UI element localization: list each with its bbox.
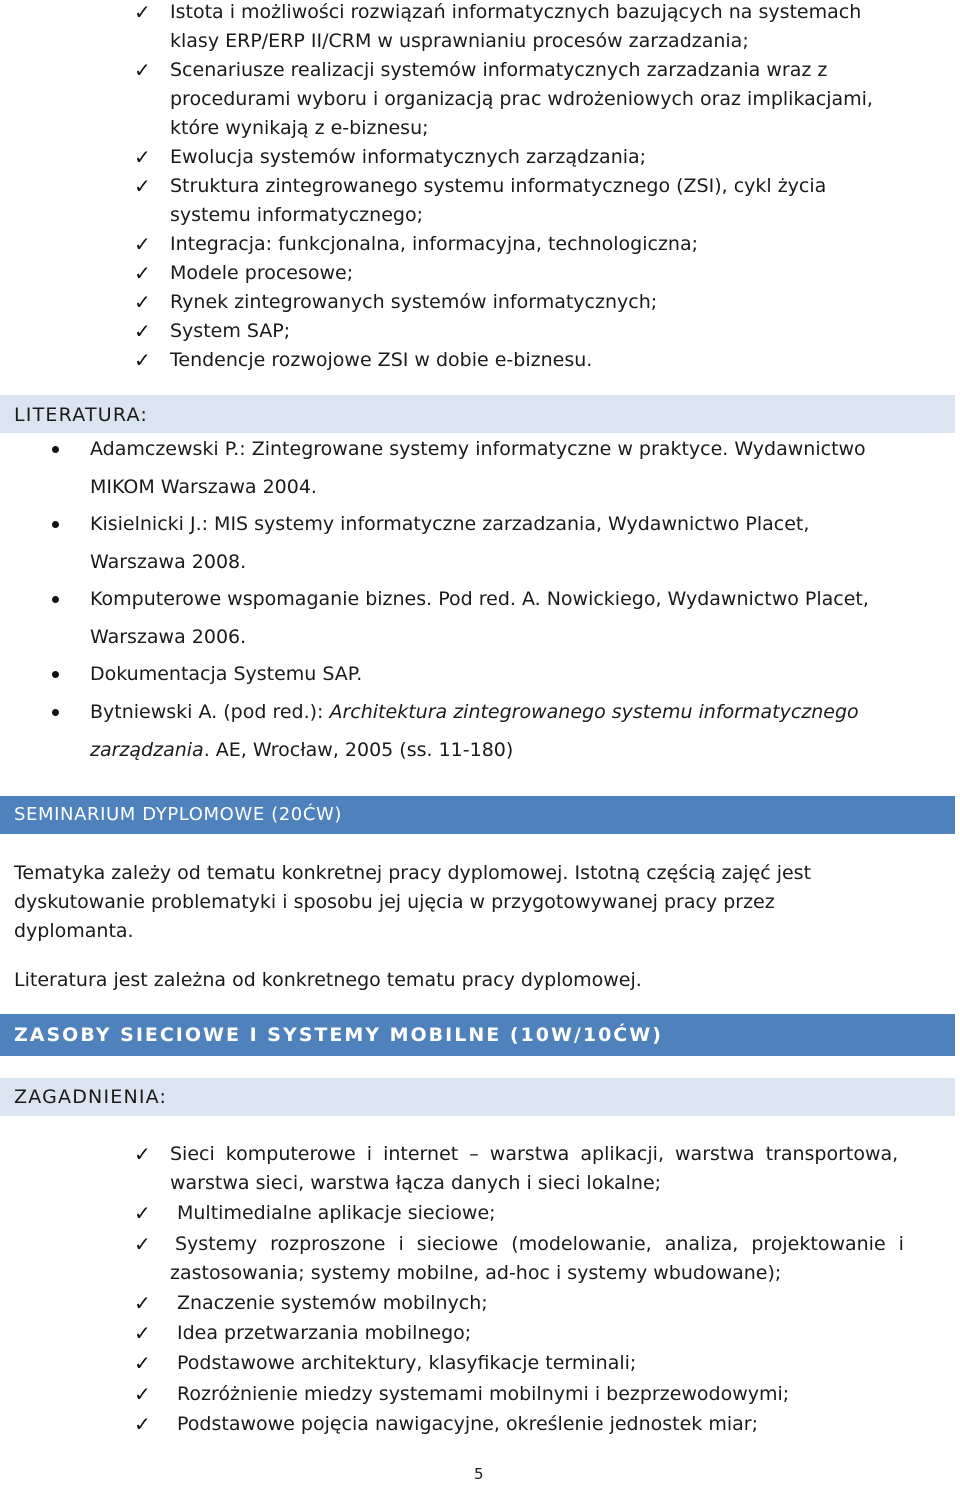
- literature-line: Dokumentacja Systemu SAP.: [90, 663, 363, 685]
- checkmark-icon: ✓: [134, 261, 151, 285]
- checkmark-icon: ✓: [134, 145, 151, 169]
- networks-topic-line: warstwa sieci, warstwa łącza danych i sieci lokalne;: [170, 1172, 662, 1194]
- networks-topic-line: Znaczenie systemów mobilnych;: [177, 1292, 488, 1314]
- seminar-heading: SEMINARIUM DYPLOMOWE (20ĆW): [14, 804, 343, 825]
- topic-line: procedurami wyboru i organizacją prac wdrożeniowych oraz implikacjami,: [170, 88, 873, 110]
- literature-line: Warszawa 2008.: [90, 551, 247, 573]
- networks-topic-line: Podstawowe pojęcia nawigacyjne, określenie jednostek miar;: [177, 1413, 758, 1435]
- checkmark-icon: ✓: [134, 0, 151, 24]
- checkmark-icon: ✓: [134, 1232, 151, 1256]
- checkmark-icon: ✓: [134, 348, 151, 372]
- topic-line: Istota i możliwości rozwiązań informatycznych bazujących na systemach: [170, 1, 862, 23]
- bullet-icon: [52, 596, 59, 603]
- literature-line: Bytniewski A. (pod red.): Architektura zintegrowanego systemu informatycznego: [90, 701, 859, 723]
- checkmark-icon: ✓: [134, 1351, 151, 1375]
- bullet-icon: [52, 446, 59, 453]
- checkmark-icon: ✓: [134, 232, 151, 256]
- topic-line: Struktura zintegrowanego systemu informatycznego (ZSI), cykl życia: [170, 175, 827, 197]
- checkmark-icon: ✓: [134, 1412, 151, 1436]
- networks-topic-line: zastosowania; systemy mobilne, ad-hoc i systemy wbudowane);: [170, 1262, 782, 1284]
- topic-line: Ewolucja systemów informatycznych zarządzania;: [170, 146, 647, 168]
- topic-line: Scenariusze realizacji systemów informatycznych zarzadzania wraz z: [170, 59, 828, 81]
- checkmark-icon: ✓: [134, 58, 151, 82]
- checkmark-icon: ✓: [134, 1142, 151, 1166]
- topic-line: Modele procesowe;: [170, 262, 354, 284]
- checkmark-icon: ✓: [134, 1291, 151, 1315]
- networks-heading: ZASOBY SIECIOWE I SYSTEMY MOBILNE (10W/10ĆW): [14, 1024, 663, 1046]
- page-number: 5: [474, 1465, 484, 1483]
- seminar-paragraph-line: Tematyka zależy od tematu konkretnej pracy dyplomowej. Istotną częścią zajęć jest: [14, 862, 812, 884]
- checkmark-icon: ✓: [134, 1201, 151, 1225]
- literature-line: Kisielnicki J.: MIS systemy informatyczne zarzadzania, Wydawnictwo Placet,: [90, 513, 810, 535]
- networks-heading-bar: [0, 1014, 955, 1056]
- networks-topic-line: Idea przetwarzania mobilnego;: [177, 1322, 472, 1344]
- checkmark-icon: ✓: [134, 174, 151, 198]
- topic-line: Rynek zintegrowanych systemów informatycznych;: [170, 291, 658, 313]
- literature-line: MIKOM Warszawa 2004.: [90, 476, 317, 498]
- networks-topic-line: Multimedialne aplikacje sieciowe;: [177, 1202, 496, 1224]
- topic-line: które wynikają z e-biznesu;: [170, 117, 429, 139]
- literature-heading: LITERATURA:: [14, 404, 148, 426]
- networks-topic-line: Sieci komputerowe i internet – warstwa aplikacji, warstwa transportowa,: [170, 1143, 899, 1165]
- bullet-icon: [52, 521, 59, 528]
- checkmark-icon: ✓: [134, 290, 151, 314]
- seminar-heading-bar: [0, 796, 955, 834]
- topic-line: klasy ERP/ERP II/CRM w usprawnianiu procesów zarzadzania;: [170, 30, 749, 52]
- topic-line: systemu informatycznego;: [170, 204, 423, 226]
- topic-line: System SAP;: [170, 320, 291, 342]
- literature-line: zarządzania. AE, Wrocław, 2005 (ss. 11-180): [90, 739, 514, 761]
- networks-topic-line: Rozróżnienie miedzy systemami mobilnymi i bezprzewodowymi;: [177, 1383, 790, 1405]
- seminar-paragraph-line: dyplomanta.: [14, 920, 134, 942]
- literature-line: Komputerowe wspomaganie biznes. Pod red. A. Nowickiego, Wydawnictwo Placet,: [90, 588, 869, 610]
- networks-topic-line: Podstawowe architektury, klasyfikacje terminali;: [177, 1352, 637, 1374]
- bullet-icon: [52, 671, 59, 678]
- literature-line: Adamczewski P.: Zintegrowane systemy informatyczne w praktyce. Wydawnictwo: [90, 438, 866, 460]
- topic-line: Integracja: funkcjonalna, informacyjna, technologiczna;: [170, 233, 699, 255]
- literature-heading-bar: [0, 395, 955, 433]
- topics-heading: ZAGADNIENIA:: [14, 1086, 168, 1108]
- checkmark-icon: ✓: [134, 1382, 151, 1406]
- networks-topic-line: Systemy rozproszone i sieciowe (modelowanie, analiza, projektowanie i: [175, 1233, 904, 1255]
- seminar-paragraph-line: dyskutowanie problematyki i sposobu jej ujęcia w przygotowywanej pracy przez: [14, 891, 775, 913]
- checkmark-icon: ✓: [134, 319, 151, 343]
- literature-line: Warszawa 2006.: [90, 626, 247, 648]
- bullet-icon: [52, 709, 59, 716]
- seminar-paragraph-line: Literatura jest zależna od konkretnego tematu pracy dyplomowej.: [14, 969, 642, 991]
- topics-heading-bar: [0, 1078, 955, 1116]
- checkmark-icon: ✓: [134, 1321, 151, 1345]
- topic-line: Tendencje rozwojowe ZSI w dobie e-biznesu.: [170, 349, 593, 371]
